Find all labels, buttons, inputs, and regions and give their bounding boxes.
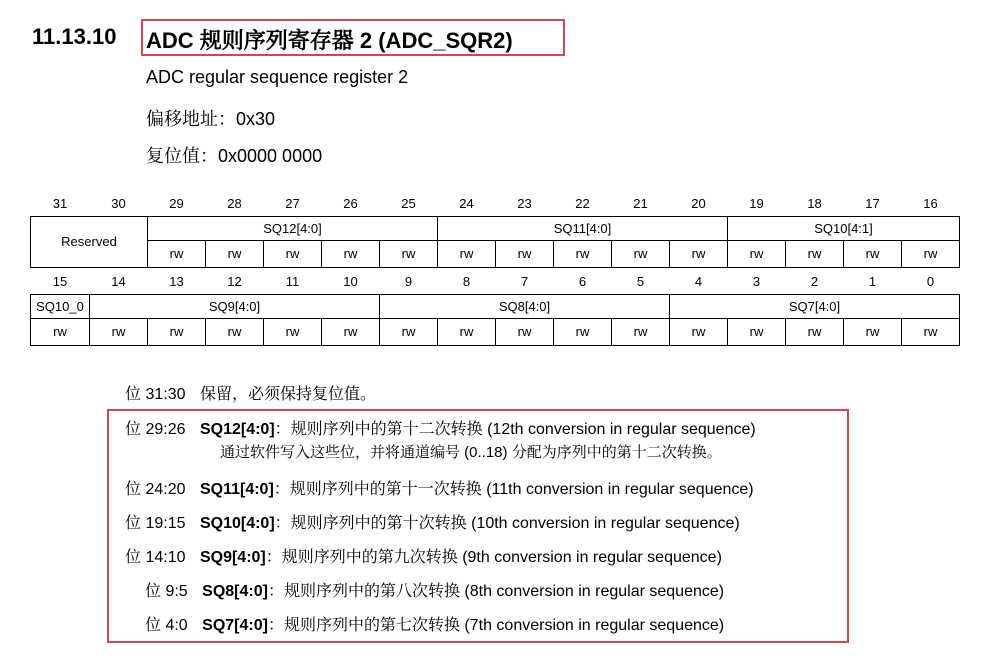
bit-number: 20: [691, 196, 706, 212]
access-type: rw: [322, 240, 380, 267]
bit-number: 26: [343, 196, 358, 212]
desc-bits-19-15: [125, 510, 740, 533]
access-type: rw: [90, 318, 148, 345]
field-sq10-low: SQ10_0: [31, 294, 90, 318]
bit-number: 6: [578, 274, 587, 290]
desc-bits-29-26: [125, 416, 756, 439]
access-type: rw: [786, 240, 844, 267]
access-type: rw: [438, 318, 496, 345]
access-type: rw: [380, 318, 438, 345]
field-sq7: SQ7[4:0]: [670, 294, 960, 318]
bit-number: 19: [749, 196, 764, 212]
bit-position: 位 24:20: [125, 481, 186, 498]
field-name: SQ10[4:0]: [199, 515, 275, 532]
access-type: rw: [264, 240, 322, 267]
register-title: ADC 规则序列寄存器 2 (ADC_SQR2): [146, 28, 513, 53]
access-type: rw: [322, 318, 380, 345]
bit-number: 28: [227, 196, 242, 212]
desc-text: 保留，必须保持复位值。: [199, 386, 376, 403]
bit-number: 1: [868, 274, 877, 290]
desc-text: ：规则序列中的第八次转换 (8th conversion in regular sequence): [267, 583, 725, 600]
bit-number: 0: [926, 274, 935, 290]
bit-number: 15: [52, 274, 68, 290]
desc-text: ：规则序列中的第十二次转换 (12th conversion in regular sequence): [274, 421, 756, 438]
bit-position: 位 29:26: [125, 421, 186, 438]
bit-number: 27: [285, 196, 300, 212]
bit-number: 24: [459, 196, 474, 212]
section-number: 11.13.10: [32, 24, 117, 49]
access-type: rw: [786, 318, 844, 345]
bit-number: 12: [227, 274, 242, 290]
bit-number: 2: [810, 274, 819, 290]
field-sq10-high: SQ10[4:1]: [728, 216, 960, 240]
access-type: rw: [670, 318, 728, 345]
desc-text: ：规则序列中的第十次转换 (10th conversion in regular sequence): [274, 515, 740, 532]
bit-number: 9: [404, 274, 413, 290]
access-type: rw: [206, 318, 264, 345]
register-map-lower: [30, 270, 960, 346]
field-sq8: SQ8[4:0]: [380, 294, 670, 318]
desc-text: ：规则序列中的第九次转换 (9th conversion in regular sequence): [265, 549, 722, 566]
reset-value: 复位值：0x0000 0000: [146, 146, 323, 166]
bit-number: 30: [111, 196, 126, 212]
desc-bits-24-20: [125, 476, 754, 499]
bit-number: 21: [633, 196, 648, 212]
access-type: rw: [612, 318, 670, 345]
field-name: SQ12[4:0]: [199, 421, 275, 438]
access-type: rw: [380, 240, 438, 267]
access-type: rw: [902, 240, 960, 267]
desc-bits-31-30: [125, 381, 376, 404]
bit-position: 位 9:5: [145, 583, 188, 600]
register-map-upper: [30, 192, 960, 268]
access-type: rw: [728, 240, 786, 267]
bit-number: 5: [636, 274, 645, 290]
bit-position: 位 31:30: [125, 386, 186, 403]
bit-number: 4: [694, 274, 703, 290]
field-sq9: SQ9[4:0]: [90, 294, 380, 318]
bit-number: 3: [752, 274, 761, 290]
field-sq12: SQ12[4:0]: [148, 216, 438, 240]
bit-number: 10: [343, 274, 358, 290]
access-type: rw: [902, 318, 960, 345]
sq12-note: 通过软件写入这些位，并将通道编号 (0..18) 分配为序列中的第十二次转换。: [220, 444, 722, 461]
fields-lower: [31, 294, 960, 318]
bit-number: 23: [517, 196, 532, 212]
bit-number: 11: [285, 274, 300, 290]
bit-number: 13: [169, 274, 184, 290]
bit-number: 31: [52, 196, 68, 212]
offset-address: 偏移地址：0x30: [146, 109, 276, 129]
access-type: rw: [670, 240, 728, 267]
field-name: SQ9[4:0]: [199, 549, 266, 566]
access-type: rw: [148, 240, 206, 267]
access-type: rw: [728, 318, 786, 345]
bit-number: 29: [169, 196, 184, 212]
bit-number: 25: [401, 196, 416, 212]
fields-upper: [31, 216, 960, 240]
access-type: rw: [554, 240, 612, 267]
desc-text: ：规则序列中的第七次转换 (7th conversion in regular sequence): [267, 617, 725, 634]
desc-bits-4-0: [145, 612, 724, 635]
access-type: rw: [496, 240, 554, 267]
desc-text: ：规则序列中的第十一次转换 (11th conversion in regular sequence): [273, 481, 754, 498]
access-type: rw: [844, 318, 902, 345]
desc-bits-14-10: [125, 544, 722, 567]
bit-number: 16: [923, 196, 938, 212]
bit-number: 7: [520, 274, 529, 290]
bit-numbers-upper: [31, 192, 960, 216]
field-sq11: SQ11[4:0]: [438, 216, 728, 240]
access-upper: [31, 240, 960, 267]
register-english-name: ADC regular sequence register 2: [146, 67, 409, 87]
bit-number: 8: [462, 274, 471, 290]
access-type: rw: [264, 318, 322, 345]
bit-numbers-lower: [31, 270, 960, 294]
access-lower: [31, 318, 960, 345]
access-type: rw: [148, 318, 206, 345]
bit-position: 位 19:15: [125, 515, 186, 532]
bit-number: 22: [575, 196, 590, 212]
field-name: SQ7[4:0]: [202, 617, 268, 634]
field-name: SQ11[4:0]: [199, 481, 274, 498]
access-type: rw: [438, 240, 496, 267]
field-name: SQ8[4:0]: [202, 583, 268, 600]
access-type: rw: [612, 240, 670, 267]
desc-bits-9-5: [145, 578, 724, 601]
bit-number: 14: [111, 274, 126, 290]
access-type: rw: [844, 240, 902, 267]
bit-position: 位 4:0: [145, 617, 188, 634]
access-type: rw: [31, 318, 90, 345]
bit-position: 位 14:10: [125, 549, 186, 566]
field-reserved: Reserved: [31, 216, 148, 267]
access-type: rw: [554, 318, 612, 345]
access-type: rw: [206, 240, 264, 267]
bit-number: 18: [807, 196, 822, 212]
bit-number: 17: [865, 196, 880, 212]
access-type: rw: [496, 318, 554, 345]
